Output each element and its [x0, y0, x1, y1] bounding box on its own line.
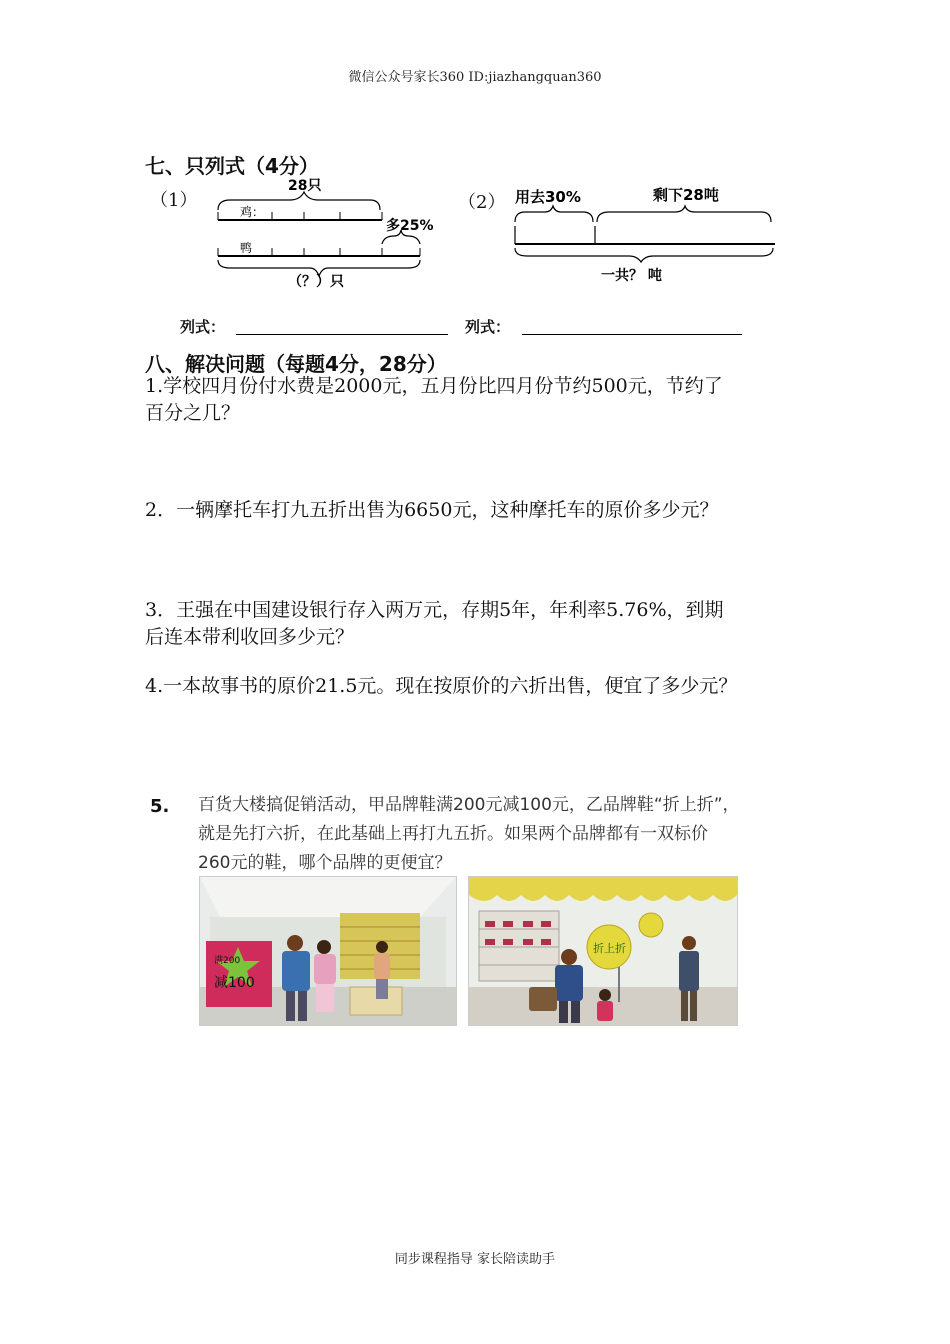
duck-label: 鸭: [240, 241, 253, 255]
discount-sign-top: 满200: [214, 956, 241, 966]
diagram-2: [505, 180, 785, 284]
discount-sign-main: 减100: [214, 975, 255, 991]
page-header: 微信公众号家长360 ID:jiazhangquan360: [348, 70, 602, 85]
total-label: 一共？ 吨: [601, 268, 662, 284]
used-brace: [515, 206, 593, 222]
question-5-line-2: 就是先打六折，在此基础上再打九五折。如果两个品牌都有一双标价: [198, 824, 708, 844]
formula-blank-1[interactable]: [236, 316, 448, 335]
question-3-line-1: 3．王强在中国建设银行存入两万元，存期5年，年利率5.76%，到期: [145, 599, 724, 621]
question-5-line-3: 260元的鞋，哪个品牌的更便宜？: [198, 853, 452, 873]
question-2: 2．一辆摩托车打九五折出售为6650元，这种摩托车的原价多少元？: [145, 499, 719, 521]
left-label: 剩下28吨: [653, 186, 719, 204]
formula-blank-2[interactable]: [522, 316, 742, 335]
question-3-line-2: 后连本带利收回多少元？: [145, 626, 355, 648]
question-5-number: 5.: [150, 796, 170, 817]
diagram-2-number: （2）: [458, 192, 506, 213]
chicken-label: 鸡：: [240, 205, 265, 219]
question-1-line-1: 1.学校四月份付水费是2000元，五月份比四月份节约500元，节约了: [145, 375, 723, 397]
diagram-1-number: （1）: [150, 190, 198, 211]
formula-label-1: 列式：: [180, 318, 226, 336]
more-label: 多25%: [386, 218, 434, 234]
diagram-1-bottom-label: （？）只: [288, 274, 344, 290]
question-1-line-2: 百分之几？: [145, 402, 241, 424]
balloon-text: 折上折: [593, 942, 626, 955]
diagram-1-top-label: 28只: [288, 178, 322, 194]
formula-label-2: 列式：: [465, 318, 511, 336]
page-footer: 同步课程指导 家长陪读助手: [394, 1252, 556, 1267]
section-7-title: 七、只列式（4分）: [145, 154, 319, 178]
used-label: 用去30%: [515, 188, 581, 206]
question-4: 4.一本故事书的原价21.5元。现在按原价的六折出售，便宜了多少元？: [145, 675, 738, 697]
shoe-store-b-illustration: [468, 876, 738, 1026]
diagram-1: [210, 172, 450, 290]
question-5-line-1: 百货大楼搞促销活动，甲品牌鞋满200元减100元，乙品牌鞋“折上折”，: [198, 795, 740, 815]
shoe-store-a-illustration: [199, 876, 457, 1026]
left-brace: [597, 206, 771, 222]
total-brace: [515, 248, 773, 262]
section-8-title: 八、解决问题（每题4分，28分）: [145, 352, 447, 376]
